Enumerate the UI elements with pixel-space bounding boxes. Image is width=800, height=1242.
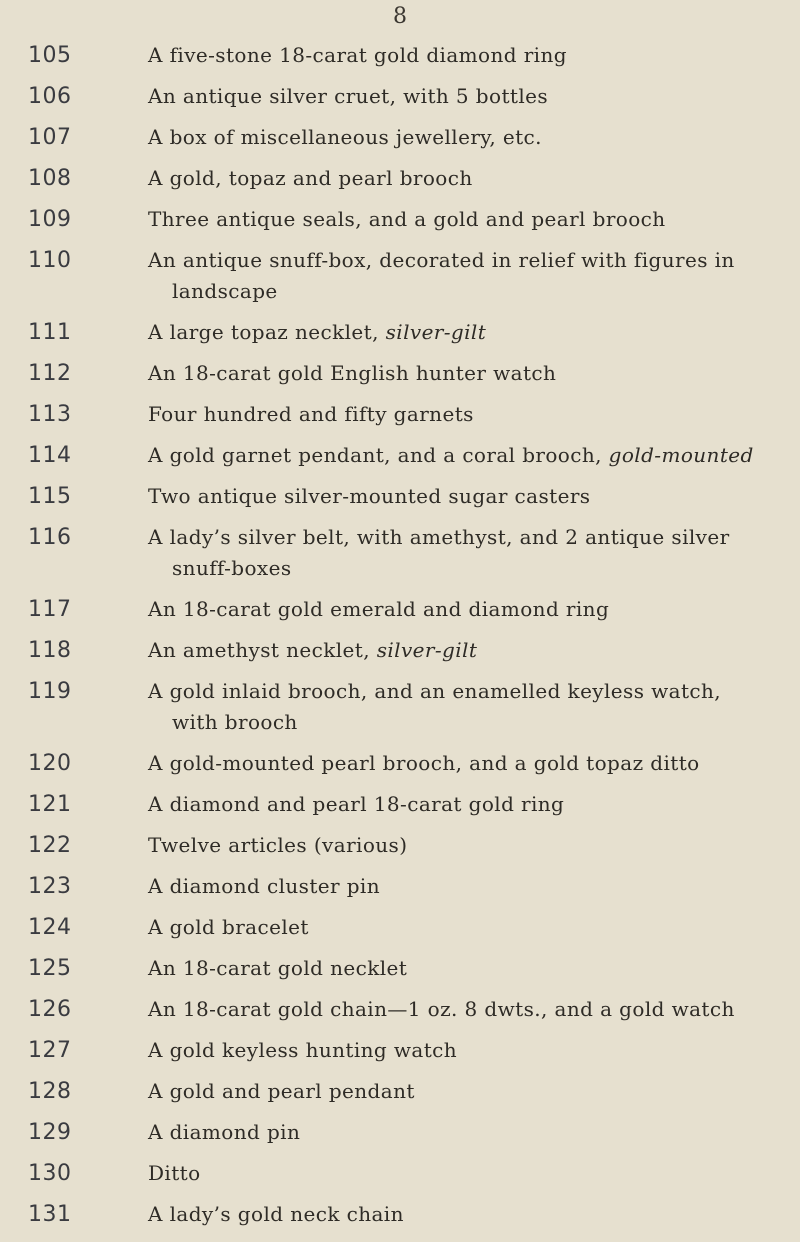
lot-description bbox=[138, 122, 800, 153]
lot-description-text: A five-stone 18-carat gold diamond ring bbox=[148, 43, 567, 67]
lot-item bbox=[0, 245, 800, 307]
lot-list bbox=[0, 40, 800, 1240]
lot-description bbox=[138, 399, 800, 430]
lot-description-text: An antique silver cruet, with 5 bottles bbox=[148, 84, 549, 108]
lot-description-continuation: landscape bbox=[172, 279, 278, 303]
lot-item bbox=[0, 871, 800, 902]
lot-item bbox=[0, 440, 800, 471]
lot-item bbox=[0, 81, 800, 112]
lot-item bbox=[0, 317, 800, 348]
lot-description bbox=[138, 358, 800, 389]
lot-description bbox=[138, 1199, 800, 1230]
lot-description bbox=[138, 1076, 800, 1107]
lot-description bbox=[138, 481, 800, 512]
lot-item bbox=[0, 40, 800, 71]
lot-item bbox=[0, 789, 800, 820]
lot-description-text: An antique snuff-box, decorated in relief with figures in bbox=[148, 248, 735, 272]
lot-description-continuation: with brooch bbox=[172, 710, 298, 734]
lot-number: 115 bbox=[28, 484, 72, 509]
lot-number: 111 bbox=[28, 320, 72, 345]
lot-item bbox=[0, 748, 800, 779]
lot-description bbox=[138, 912, 800, 943]
lot-item bbox=[0, 676, 800, 738]
lot-item bbox=[0, 522, 800, 584]
lot-description-continuation: snuff-boxes bbox=[172, 556, 292, 580]
lot-description-text: A diamond cluster pin bbox=[148, 874, 380, 898]
lot-number: 110 bbox=[28, 248, 72, 273]
lot-description-text: A lady’s gold neck chain bbox=[148, 1202, 404, 1226]
lot-description-italic: gold-mounted bbox=[608, 443, 754, 467]
lot-description bbox=[138, 953, 800, 984]
lot-item bbox=[0, 912, 800, 943]
lot-item bbox=[0, 358, 800, 389]
lot-item bbox=[0, 122, 800, 153]
lot-description bbox=[138, 1117, 800, 1148]
lot-number: 107 bbox=[28, 125, 72, 150]
lot-item bbox=[0, 163, 800, 194]
lot-description bbox=[138, 748, 800, 779]
lot-number: 116 bbox=[28, 525, 72, 550]
lot-number: 127 bbox=[28, 1038, 72, 1063]
lot-number: 105 bbox=[28, 43, 72, 68]
lot-description-text: Three antique seals, and a gold and pearl brooch bbox=[148, 207, 666, 231]
lot-description-text: A gold keyless hunting watch bbox=[148, 1038, 458, 1062]
lot-description bbox=[138, 1035, 800, 1066]
lot-description-text: A gold-mounted pearl brooch, and a gold topaz ditto bbox=[148, 751, 700, 775]
lot-item bbox=[0, 994, 800, 1025]
lot-description-text: A gold bracelet bbox=[148, 915, 309, 939]
lot-item bbox=[0, 204, 800, 235]
lot-description bbox=[138, 635, 800, 666]
lot-number: 122 bbox=[28, 833, 72, 858]
lot-item bbox=[0, 1158, 800, 1189]
lot-item bbox=[0, 830, 800, 861]
lot-description-text: Twelve articles (various) bbox=[148, 833, 408, 857]
lot-description-text: An 18-carat gold necklet bbox=[148, 956, 408, 980]
lot-description bbox=[138, 81, 800, 112]
lot-item bbox=[0, 635, 800, 666]
lot-description-text: Four hundred and fifty garnets bbox=[148, 402, 474, 426]
lot-number: 129 bbox=[28, 1120, 72, 1145]
lot-description-text: An amethyst necklet, bbox=[148, 638, 370, 662]
lot-number: 126 bbox=[28, 997, 72, 1022]
lot-number: 119 bbox=[28, 679, 72, 704]
lot-item bbox=[0, 1199, 800, 1230]
lot-description-text: A gold and pearl pendant bbox=[148, 1079, 415, 1103]
lot-description-italic: silver-gilt bbox=[376, 638, 478, 662]
lot-item bbox=[0, 1076, 800, 1107]
lot-number: 121 bbox=[28, 792, 72, 817]
lot-description bbox=[138, 871, 800, 902]
lot-description bbox=[138, 994, 800, 1025]
lot-number: 117 bbox=[28, 597, 72, 622]
lot-description-text: Ditto bbox=[148, 1161, 201, 1185]
lot-number: 106 bbox=[28, 84, 72, 109]
lot-description bbox=[138, 789, 800, 820]
lot-description-text: A gold, topaz and pearl brooch bbox=[148, 166, 473, 190]
lot-description-text: A diamond and pearl 18-carat gold ring bbox=[148, 792, 565, 816]
lot-description-text: An 18-carat gold English hunter watch bbox=[148, 361, 557, 385]
lot-description bbox=[138, 245, 800, 307]
lot-description bbox=[138, 1158, 800, 1189]
lot-description bbox=[138, 830, 800, 861]
lot-description-text: A diamond pin bbox=[148, 1120, 301, 1144]
lot-number: 113 bbox=[28, 402, 72, 427]
lot-description-text: An 18-carat gold chain—1 oz. 8 dwts., and a gold watch bbox=[148, 997, 735, 1021]
lot-description-text: Two antique silver-mounted sugar casters bbox=[148, 484, 591, 508]
lot-number: 112 bbox=[28, 361, 72, 386]
lot-description-text: A large topaz necklet, bbox=[148, 320, 379, 344]
lot-description bbox=[138, 317, 800, 348]
lot-description-text: A gold garnet pendant, and a coral brooch, bbox=[148, 443, 602, 467]
lot-number: 128 bbox=[28, 1079, 72, 1104]
lot-description bbox=[138, 40, 800, 71]
page-number: 8 bbox=[393, 4, 407, 29]
lot-item bbox=[0, 1035, 800, 1066]
lot-item bbox=[0, 1117, 800, 1148]
lot-number: 120 bbox=[28, 751, 72, 776]
lot-item bbox=[0, 399, 800, 430]
lot-description-text: An 18-carat gold emerald and diamond ring bbox=[148, 597, 610, 621]
lot-description bbox=[138, 676, 800, 738]
lot-number: 118 bbox=[28, 638, 72, 663]
lot-description bbox=[138, 594, 800, 625]
lot-number: 123 bbox=[28, 874, 72, 899]
lot-item bbox=[0, 953, 800, 984]
lot-description-text: A box of miscellaneous jewellery, etc. bbox=[148, 125, 542, 149]
lot-description bbox=[138, 440, 800, 471]
lot-number: 125 bbox=[28, 956, 72, 981]
lot-number: 114 bbox=[28, 443, 72, 468]
lot-number: 124 bbox=[28, 915, 72, 940]
lot-item bbox=[0, 594, 800, 625]
lot-description-italic: silver-gilt bbox=[385, 320, 487, 344]
lot-description-text: A gold inlaid brooch, and an enamelled keyless watch, bbox=[148, 679, 722, 703]
lot-number: 131 bbox=[28, 1202, 72, 1227]
lot-description bbox=[138, 163, 800, 194]
lot-description bbox=[138, 522, 800, 584]
lot-item bbox=[0, 481, 800, 512]
lot-number: 130 bbox=[28, 1161, 72, 1186]
lot-description-text: A lady’s silver belt, with amethyst, and 2 antique silver bbox=[148, 525, 730, 549]
lot-description bbox=[138, 204, 800, 235]
lot-number: 109 bbox=[28, 207, 72, 232]
lot-number: 108 bbox=[28, 166, 72, 191]
